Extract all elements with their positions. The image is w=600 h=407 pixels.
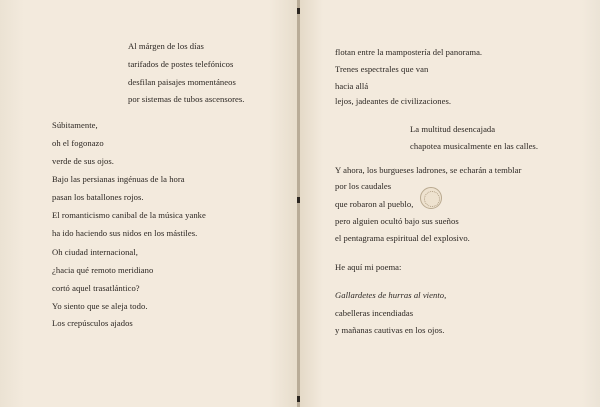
binding-stitch [297,197,300,203]
text-line: Al márgen de los días [128,41,204,51]
text-line: por los caudales [335,181,392,191]
text-line: Trenes espectrales que van [335,64,429,74]
text-line: verde de sus ojos. [52,156,115,166]
text-line: cortó aquel trasatlántico? [52,283,140,293]
text-line: pasan los batallones rojos. [52,192,144,202]
text-line: Yo siento que se aleja todo. [52,301,148,311]
text-line: Los crepúsculos ajados [52,318,133,328]
binding-stitch [297,8,300,14]
text-line: chapotea musicalmente en las calles. [410,141,539,151]
text-line: cabelleras incendiadas [335,308,414,318]
text-line: Oh ciudad internacional, [52,247,138,257]
text-line: desfilan paisajes momentáneos [128,77,236,87]
binding-stitch [297,396,300,402]
text-line: Gallardetes de hurras al viento, [335,290,447,300]
book-gutter [297,0,300,407]
text-line: He aquí mi poema: [335,262,402,272]
text-line: por sistemas de tubos ascensores. [128,94,245,104]
text-line: pero alguien ocultó bajo sus sueños [335,216,459,226]
text-line: ha ido haciendo sus nidos en los mástiles. [52,228,198,238]
text-line: Súbitamente, [52,120,98,130]
text-line: oh el fogonazo [52,138,104,148]
text-line: y mañanas cautivas en los ojos. [335,325,445,335]
text-line: que robaron al pueblo, [335,199,414,209]
library-stamp [420,187,442,209]
text-line: el pentagrama espiritual del explosivo. [335,233,470,243]
text-line: lejos, jadeantes de civilizaciones. [335,96,452,106]
text-line: ¿hacia qué remoto meridiano [52,265,154,275]
text-line: Y ahora, los burgueses ladrones, se echarán a temblar [335,165,522,175]
text-line: hacia allá [335,81,369,91]
text-line: El romanticismo canibal de la música yanke [52,210,206,220]
text-line: Bajo las persianas ingénuas de la hora [52,174,185,184]
right-page [299,0,600,407]
text-line: La multitud desencajada [410,124,496,134]
text-line: flotan entre la mampostería del panorama. [335,47,483,57]
left-page [0,0,299,407]
text-line: tarifados de postes telefónicos [128,59,234,69]
